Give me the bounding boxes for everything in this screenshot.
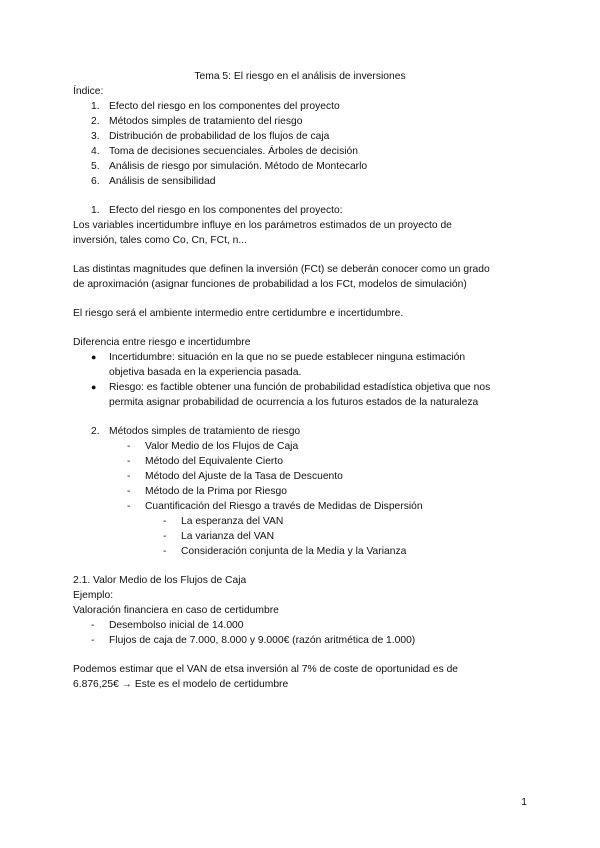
dash-marker: -: [163, 531, 167, 542]
page-title: Tema 5: El riesgo en el análisis de inversiones: [194, 71, 406, 82]
section-1-heading: Efecto del riesgo en los componentes del proyecto:: [109, 205, 343, 216]
index-item-number: 1.: [91, 101, 100, 112]
dash-marker: -: [163, 546, 167, 557]
index-item-1: Efecto del riesgo en los componentes del proyecto: [109, 101, 340, 112]
page-number: 1: [521, 797, 527, 808]
section-1-paragraph-3: El riesgo será el ambiente intermedio entre certidumbre e incertidumbre.: [73, 308, 404, 319]
valuation-heading: Valoración financiera en caso de certidumbre: [73, 605, 279, 616]
section-1-paragraph-2-line-2: de aproximación (asignar funciones de probabilidad a los FCt, modelos de simulación): [73, 279, 467, 290]
dash-marker: -: [127, 486, 131, 497]
dash-marker: -: [163, 516, 167, 527]
index-item-6: Análisis de sensibilidad: [109, 176, 216, 187]
conclusion-line-1: Podemos estimar que el VAN de etsa inversión al 7% de coste de oportunidad es de: [73, 664, 459, 675]
section-1-paragraph-1-line-1: Los variables incertidumbre influye en los parámetros estimados de un proyecto de: [73, 220, 452, 231]
example-label: Ejemplo:: [73, 590, 114, 601]
section-2-number: 2.: [91, 426, 100, 437]
method-item-1: Valor Medio de los Flujos de Caja: [145, 441, 299, 452]
bullet-incertidumbre-line-2: objetiva basada en la experiencia pasada.: [109, 367, 302, 378]
dash-marker: -: [91, 620, 95, 631]
dash-marker: -: [127, 441, 131, 452]
method-item-4: Método de la Prima por Riesgo: [145, 486, 287, 497]
method-item-3: Método del Ajuste de la Tasa de Descuento: [145, 471, 343, 482]
dash-marker: -: [127, 456, 131, 467]
bullet-riesgo-line-1: Riesgo: es factible obtener una función de probabilidad estadística objetiva que nos: [109, 382, 491, 393]
dash-marker: -: [127, 471, 131, 482]
index-item-number: 6.: [91, 176, 100, 187]
section-2-1-heading: 2.1. Valor Medio de los Flujos de Caja: [73, 575, 247, 586]
bullet-icon: ●: [91, 352, 97, 362]
index-item-number: 4.: [91, 146, 100, 157]
dash-marker: -: [127, 501, 131, 512]
difference-heading: Diferencia entre riesgo e incertidumbre: [73, 337, 251, 348]
section-2-heading: Métodos simples de tratamiento de riesgo: [109, 426, 301, 437]
section-1-paragraph-2-line-1: Las distintas magnitudes que definen la inversión (FCt) se deberán conocer como un grado: [73, 264, 490, 275]
index-item-5: Análisis de riesgo por simulación. Método de Montecarlo: [109, 161, 368, 172]
section-1-paragraph-1-line-2: inversión, tales como Co, Cn, FCt, n...: [73, 235, 247, 246]
index-item-number: 3.: [91, 131, 100, 142]
index-heading: Índice:: [73, 86, 104, 97]
valuation-item-1: Desembolso inicial de 14.000: [109, 620, 244, 631]
bullet-icon: ●: [91, 382, 97, 392]
index-item-number: 2.: [91, 116, 100, 127]
dispersion-subitem-2: La varianza del VAN: [181, 531, 275, 542]
index-item-4: Toma de decisiones secuenciales. Árboles de decisión: [109, 146, 358, 157]
method-item-5: Cuantificación del Riesgo a través de Medidas de Dispersión: [145, 501, 423, 512]
dash-marker: -: [91, 635, 95, 646]
index-item-2: Métodos simples de tratamiento del riesgo: [109, 116, 303, 127]
conclusion-line-2: 6.876,25€ → Este es el modelo de certidumbre: [73, 679, 289, 690]
index-item-3: Distribución de probabilidad de los flujos de caja: [109, 131, 330, 142]
method-item-2: Método del Equivalente Cierto: [145, 456, 283, 467]
dispersion-subitem-1: La esperanza del VAN: [181, 516, 284, 527]
valuation-item-2: Flujos de caja de 7.000, 8.000 y 9.000€ (razón aritmética de 1.000): [109, 635, 416, 646]
bullet-riesgo-line-2: permita asignar probabilidad de ocurrencia a los futuros estados de la naturaleza: [109, 397, 479, 408]
index-item-number: 5.: [91, 161, 100, 172]
section-1-number: 1.: [91, 205, 100, 216]
bullet-incertidumbre-line-1: Incertidumbre: situación en la que no se puede establecer ninguna estimación: [109, 352, 466, 363]
dispersion-subitem-3: Consideración conjunta de la Media y la Varianza: [181, 546, 407, 557]
